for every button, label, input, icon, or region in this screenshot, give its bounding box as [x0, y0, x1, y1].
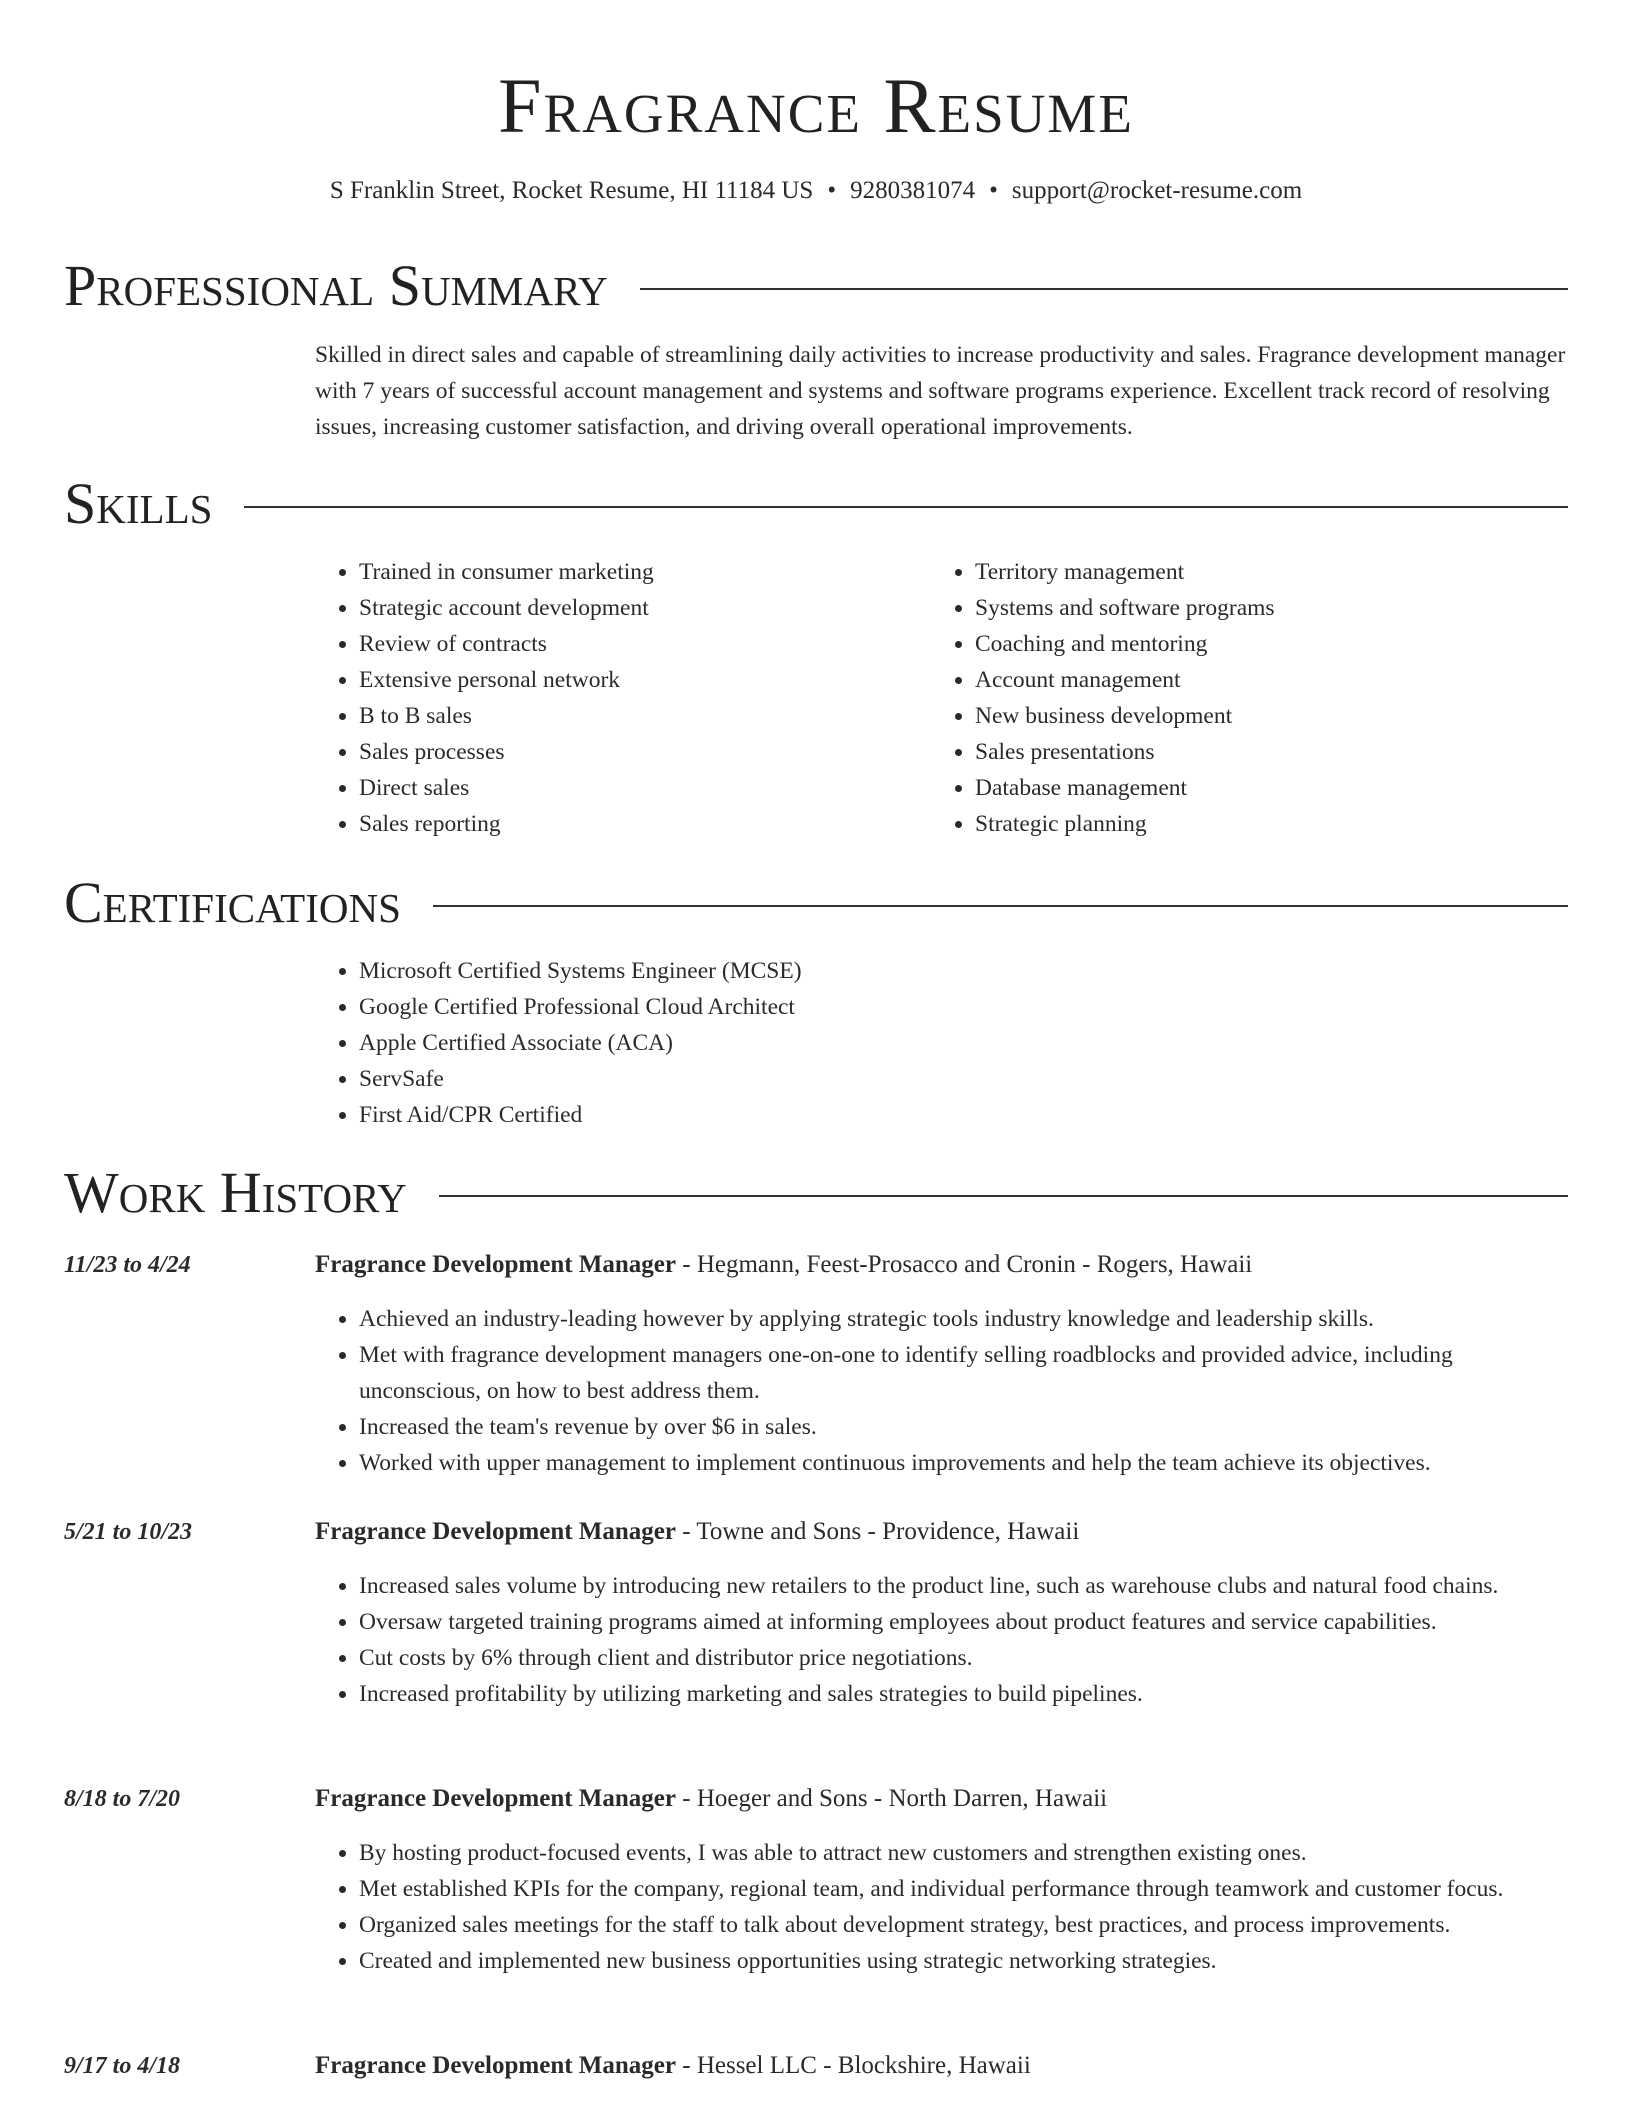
- skill-item: • Extensive personal network: [359, 662, 915, 698]
- job-bullet: • Oversaw targeted training programs aimed at informing employees about product features and service capabilities.: [359, 1604, 1538, 1640]
- skill-item: • Direct sales: [359, 770, 915, 806]
- job-bullet: • By hosting product-focused events, I was able to attract new customers and strengthen existing ones.: [359, 1835, 1538, 1871]
- job-employer: - Hoeger and Sons - North Darren, Hawaii: [676, 1785, 1108, 1812]
- job-title-line: [315, 1247, 1568, 1283]
- job-bullet: • Created and implemented new business opportunities using strategic networking strategies.: [359, 1943, 1538, 1979]
- certifications-list: [315, 953, 1215, 1133]
- section-header-skills: [64, 472, 1568, 536]
- job-title-line: [315, 2048, 1568, 2084]
- job-title: Fragrance Development Manager: [315, 2052, 676, 2079]
- section-divider: [244, 506, 1568, 508]
- job-dates: 8/18 to 7/20: [64, 1786, 181, 1812]
- section-divider: [433, 905, 1568, 907]
- contact-phone: 9280381074: [850, 177, 976, 204]
- skills-column-right: [931, 554, 1531, 842]
- certification-item: • Google Certified Professional Cloud Architect: [359, 989, 1215, 1025]
- section-header-summary: [64, 254, 1568, 318]
- contact-separator: •: [989, 177, 998, 204]
- skill-item: • Strategic planning: [975, 806, 1531, 842]
- section-title-skills: Skills: [64, 471, 213, 536]
- job-bullets: [315, 1835, 1538, 1979]
- skill-item: • Sales processes: [359, 734, 915, 770]
- job-dates: 9/17 to 4/18: [64, 2053, 181, 2079]
- job-employer: - Hessel LLC - Blockshire, Hawaii: [676, 2052, 1031, 2079]
- section-divider: [640, 288, 1568, 290]
- skill-item: • Strategic account development: [359, 590, 915, 626]
- section-divider: [439, 1195, 1568, 1197]
- skill-item: • Account management: [975, 662, 1531, 698]
- job-bullet: • Increased profitability by utilizing marketing and sales strategies to build pipelines.: [359, 1676, 1538, 1712]
- section-header-work-history: [64, 1161, 1568, 1225]
- skills-column-left: [315, 554, 915, 842]
- job-title: Fragrance Development Manager: [315, 1251, 676, 1278]
- section-title-summary: Professional Summary: [64, 253, 608, 318]
- job-bullet: • Cut costs by 6% through client and distributor price negotiations.: [359, 1640, 1538, 1676]
- job-bullet: • Achieved an industry-leading however by applying strategic tools industry knowledge and leadership skills.: [359, 1301, 1538, 1337]
- job-bullet: • Organized sales meetings for the staff to talk about development strategy, best practices, and process improvements.: [359, 1907, 1538, 1943]
- skill-item: • Database management: [975, 770, 1531, 806]
- job-bullet: • Met established KPIs for the company, regional team, and individual performance through teamwork and customer focus.: [359, 1871, 1538, 1907]
- skill-item: • B to B sales: [359, 698, 915, 734]
- skill-item: • Sales reporting: [359, 806, 915, 842]
- job-dates: 11/23 to 4/24: [64, 1252, 191, 1278]
- job-bullets: [315, 1301, 1538, 1481]
- skill-item: • Sales presentations: [975, 734, 1531, 770]
- job-bullet: • Increased sales volume by introducing new retailers to the product line, such as warehouse clubs and natural food chains.: [359, 1568, 1538, 1604]
- job-bullet: • Met with fragrance development managers one-on-one to identify selling roadblocks and provided advice, including unconscious, on how to best address them.: [359, 1337, 1538, 1409]
- job-employer: - Hegmann, Feest-Prosacco and Cronin - Rogers, Hawaii: [676, 1251, 1253, 1278]
- skill-item: • Territory management: [975, 554, 1531, 590]
- job-title-line: [315, 1514, 1568, 1550]
- job-bullet: • Worked with upper management to implement continuous improvements and help the team achieve its objectives.: [359, 1445, 1538, 1481]
- job-employer: - Towne and Sons - Providence, Hawaii: [676, 1518, 1080, 1545]
- section-title-work-history: Work History: [64, 1160, 407, 1225]
- certification-item: • First Aid/CPR Certified: [359, 1097, 1215, 1133]
- contact-address: S Franklin Street, Rocket Resume, HI 11184 US: [329, 177, 814, 204]
- certification-item: • ServSafe: [359, 1061, 1215, 1097]
- skill-item: • New business development: [975, 698, 1531, 734]
- job-title-line: [315, 1781, 1568, 1817]
- contact-email: support@rocket-resume.com: [1011, 177, 1303, 204]
- resume-name: Fragrance Resume: [498, 62, 1134, 149]
- job-bullet: • Increased the team's revenue by over $6 in sales.: [359, 1409, 1538, 1445]
- skill-item: • Coaching and mentoring: [975, 626, 1531, 662]
- contact-line: [0, 174, 1632, 208]
- job-title: Fragrance Development Manager: [315, 1785, 676, 1812]
- skill-item: • Trained in consumer marketing: [359, 554, 915, 590]
- certification-item: • Apple Certified Associate (ACA): [359, 1025, 1215, 1061]
- summary-text: Skilled in direct sales and capable of streamlining daily activities to increase productivity and sales. Fragrance development manager with 7 years of successful account management and systems and software programs experience. Excellent track record of resolving issues, increasing customer satisfaction, and driving overall operational improvements.: [315, 342, 1566, 440]
- skill-item: • Systems and software programs: [975, 590, 1531, 626]
- job-bullets: [315, 1568, 1538, 1712]
- job-title: Fragrance Development Manager: [315, 1518, 676, 1545]
- skill-item: • Review of contracts: [359, 626, 915, 662]
- certification-item: • Microsoft Certified Systems Engineer (MCSE): [359, 953, 1215, 989]
- contact-separator: •: [827, 177, 837, 204]
- section-title-certifications: Certifications: [64, 870, 401, 935]
- job-dates: 5/21 to 10/23: [64, 1519, 193, 1545]
- section-header-certifications: [64, 871, 1568, 935]
